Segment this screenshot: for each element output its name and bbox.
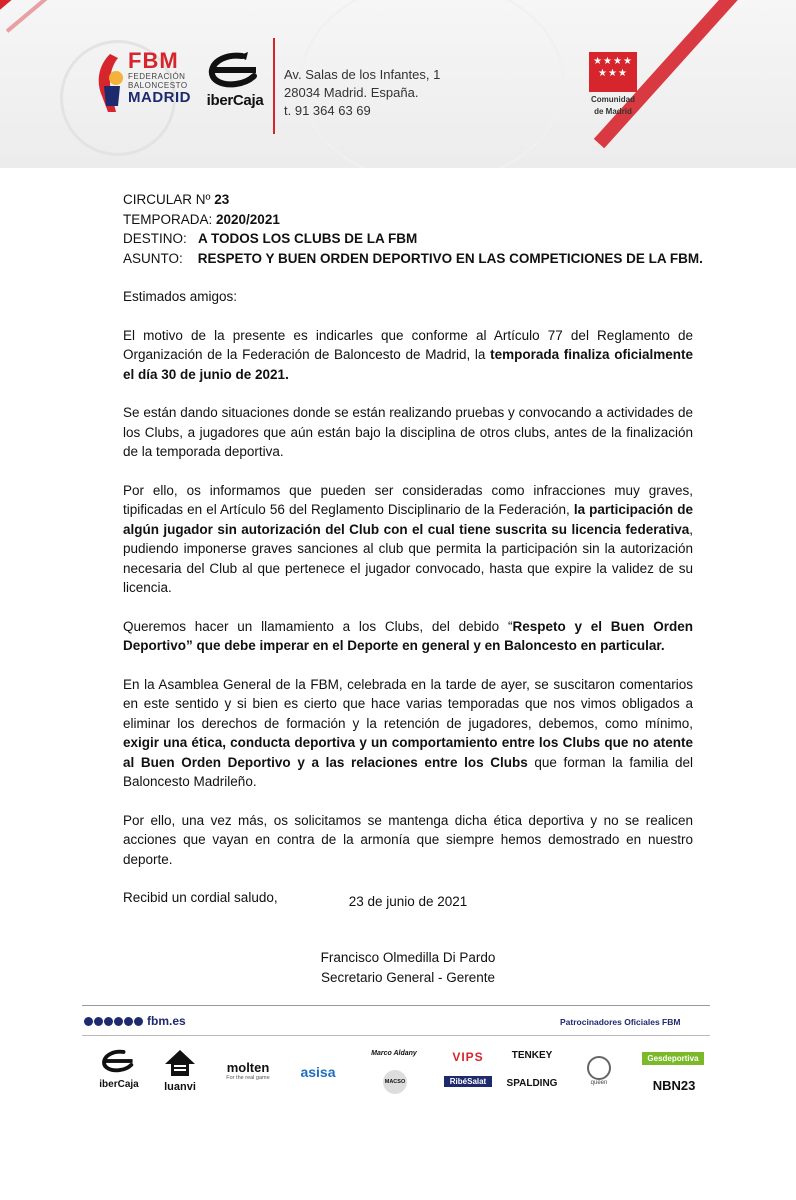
ibercaja-emblem-icon bbox=[204, 50, 266, 90]
fbm-emblem-icon bbox=[94, 52, 124, 114]
destination-line: DESTINO: A TODOS LOS CLUBS DE LA FBM bbox=[123, 231, 418, 246]
greeting: Estimados amigos: bbox=[123, 289, 238, 304]
paragraph-5: En la Asamblea General de la FBM, celebrada en la tarde de ayer, se suscitaron comentarios en este sentido y si bien es cierto que hace varias temporadas que nos vimos obligados a eliminar los derechos de formación y la retención de jugadores, debemos, como mínimo, exigir una ética, conducta deportiva y un comportamiento entre los Clubs que no atente al Buen Orden Deportivo y a las relaciones entre los Clubs que forman la familia del Baloncesto Madrileño. bbox=[123, 676, 693, 789]
ibercaja-emblem-icon bbox=[99, 1048, 139, 1074]
madrid-flag-icon: ★★★★ ★★★ bbox=[589, 52, 637, 92]
ibercaja-logo bbox=[200, 50, 270, 120]
fbm-subtitle: FEDERACIÓN bbox=[128, 72, 186, 81]
address-line: Av. Salas de los Infantes, 1 bbox=[284, 67, 441, 82]
instagram-icon[interactable] bbox=[114, 1017, 123, 1026]
footer-divider bbox=[82, 1005, 710, 1006]
paragraph-4: Queremos hacer un llamamiento a los Clubs, del debido “Respeto y el Buen Orden Deportivo” que debe imperar en el Deporte en general y en Baloncesto en particular. bbox=[123, 618, 693, 653]
comunidad-madrid-logo bbox=[585, 52, 641, 116]
signer-title: Secretario General - Gerente bbox=[320, 970, 496, 985]
decorative-stripe bbox=[6, 0, 55, 33]
sponsor-queen: queen bbox=[584, 1056, 614, 1086]
letter-date: 23 de junio de 2021 bbox=[348, 894, 468, 909]
paragraph-3: Por ello, os informamos que pueden ser consideradas como infracciones muy graves, tipificadas en el Artículo 56 del Reglamento Disciplinario de la Federación, la participación de algún jugador sin autorización del Club con el cual tiene suscrita su licencia federativa, pudiendo imponerse graves sanciones al club que permita la participación sin la autorización necesaria del Club al que pertenece el jugador convocado, hasta que expire la validez de su licencia. bbox=[123, 482, 693, 595]
phone-line: t. 91 364 63 69 bbox=[284, 103, 371, 118]
sponsor-nbn23: NBN23 bbox=[652, 1078, 696, 1093]
twitter-icon[interactable] bbox=[94, 1017, 103, 1026]
sponsor-ribesalat: RibéSalat bbox=[444, 1076, 492, 1087]
fbm-subtitle: BALONCESTO bbox=[128, 81, 188, 90]
sponsor-luanvi: luanvi bbox=[158, 1050, 202, 1093]
sponsor-gesdeportiva: Gesdeportiva bbox=[642, 1052, 704, 1065]
season-line: TEMPORADA: 2020/2021 bbox=[123, 211, 280, 227]
sponsor-tenkey: TENKEY bbox=[511, 1050, 553, 1061]
sponsor-vips: VIPS bbox=[452, 1050, 484, 1064]
footer-divider bbox=[82, 1035, 710, 1036]
sponsor-ibercaja: iberCaja bbox=[94, 1048, 144, 1090]
youtube-icon[interactable] bbox=[104, 1017, 113, 1026]
sponsor-marco-aldany: Marco Aldany bbox=[371, 1050, 417, 1057]
fbm-title: FBM bbox=[128, 48, 179, 73]
closing: Recibid un cordial saludo, bbox=[123, 890, 278, 905]
sponsor-molten: molten For the real game bbox=[226, 1060, 270, 1081]
ibercaja-label: iberCaja bbox=[206, 92, 264, 109]
address-block bbox=[284, 66, 440, 120]
sponsor-spalding: SPALDING bbox=[506, 1078, 558, 1089]
address-line: 28034 Madrid. España. bbox=[284, 85, 419, 100]
letter-body bbox=[123, 190, 703, 908]
circular-number: CIRCULAR Nº 23 bbox=[123, 192, 230, 207]
fbm-logo bbox=[94, 46, 198, 126]
signer-name: Francisco Olmedilla Di Pardo bbox=[320, 950, 496, 965]
facebook-icon[interactable] bbox=[84, 1017, 93, 1026]
flickr-icon[interactable] bbox=[124, 1017, 133, 1026]
letterhead bbox=[0, 0, 796, 168]
queen-emblem-icon bbox=[587, 1056, 611, 1080]
region-line-1: Comunidad bbox=[591, 95, 635, 104]
luanvi-emblem-icon bbox=[165, 1050, 195, 1076]
web-icon[interactable] bbox=[134, 1017, 143, 1026]
sponsor-asisa: asisa bbox=[300, 1064, 336, 1080]
decorative-stripe bbox=[0, 0, 98, 17]
paragraph-1: El motivo de la presente es indicarles que conforme al Artículo 77 del Reglamento de Organización de la Federación de Baloncesto de Madrid, la temporada finaliza oficialmente el día 30 de junio de 2021. bbox=[123, 327, 693, 382]
website-link[interactable]: fbm.es bbox=[147, 1014, 186, 1028]
paragraph-6: Por ello, una vez más, os solicitamos se mantenga dicha ética deportiva y no se realicen acciones que vayan en contra de la armonía que siempre hemos demostrado en nuestro deporte. bbox=[123, 812, 693, 867]
sponsor-macso: MACSO bbox=[380, 1070, 410, 1094]
header-divider bbox=[273, 38, 275, 134]
paragraph-2: Se están dando situaciones donde se están realizando pruebas y convocando a actividades de los Clubs, a jugadores que aún están bajo la disciplina de otros clubs, antes de la finalización de la temporada deportiva. bbox=[123, 405, 693, 459]
region-line-2: de Madrid bbox=[594, 107, 632, 116]
fbm-city: MADRID bbox=[128, 89, 191, 106]
social-links bbox=[84, 1014, 186, 1028]
sponsors-title: Patrocinadores Oficiales FBM bbox=[560, 1017, 681, 1027]
subject-line: ASUNTO: RESPETO Y BUEN ORDEN DEPORTIVO EN LAS COMPETICIONES DE LA FBM. bbox=[123, 250, 703, 266]
